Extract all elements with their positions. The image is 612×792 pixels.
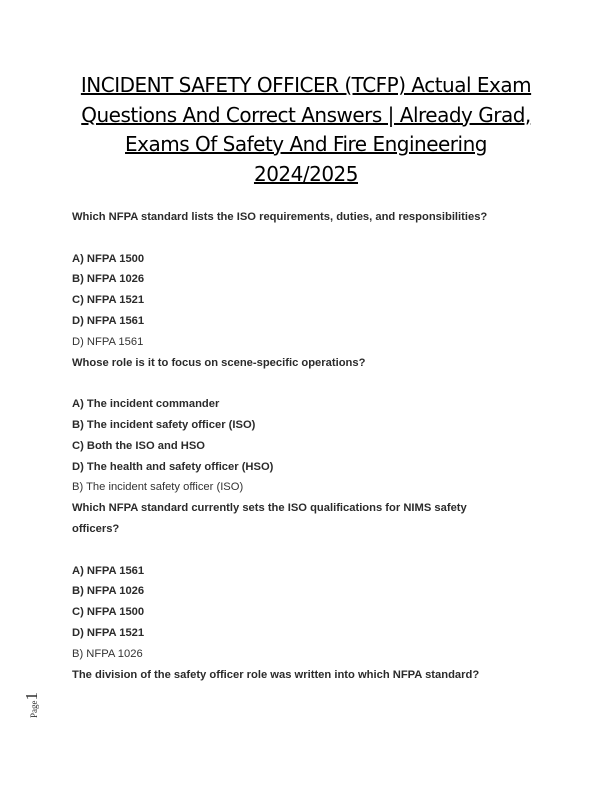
answer-option: D) The health and safety officer (HSO) <box>72 460 274 473</box>
title-line: Exams Of Safety And Fire Engineering <box>125 132 487 156</box>
spacer <box>72 373 552 394</box>
question-text: The division of the safety officer role was written into which NFPA standard? <box>72 668 480 681</box>
answer-option: A) NFPA 1561 <box>72 564 145 577</box>
answer-option: D) NFPA 1521 <box>72 626 145 639</box>
question-text: Which NFPA standard lists the ISO requirements, duties, and responsibilities? <box>72 211 488 223</box>
correct-answer: B) The incident safety officer (ISO) <box>72 481 244 494</box>
title-line: 2024/2025 <box>253 161 359 186</box>
spacer <box>72 540 552 561</box>
answer-option: B) NFPA 1026 <box>72 273 145 286</box>
answer-option: A) The incident commander <box>72 398 220 411</box>
title-line: Questions And Correct Answers | Already Grad, <box>81 102 531 127</box>
answer-option: B) NFPA 1026 <box>72 585 145 598</box>
answer-option: C) NFPA 1521 <box>72 294 145 307</box>
correct-answer: D) NFPA 1561 <box>72 335 144 348</box>
correct-answer: B) NFPA 1026 <box>72 647 143 660</box>
answer-option: B) The incident safety officer (ISO) <box>72 418 256 431</box>
answer-option: C) NFPA 1500 <box>72 606 145 619</box>
question-text: Whose role is it to focus on scene-specific operations? <box>72 356 366 369</box>
document-title <box>60 71 552 189</box>
answer-option: D) NFPA 1561 <box>72 314 145 327</box>
answer-option: C) Both the ISO and HSO <box>72 439 206 452</box>
question-list <box>72 207 552 685</box>
question-text: officers? <box>72 522 120 535</box>
page-number-label <box>22 692 56 718</box>
title-line: INCIDENT SAFETY OFFICER (TCFP) Actual Exam <box>80 73 532 97</box>
spacer <box>72 228 552 249</box>
page-word: Page <box>29 700 39 718</box>
page-number: 1 <box>22 692 41 701</box>
answer-option: A) NFPA 1500 <box>72 252 145 265</box>
question-text: Which NFPA standard currently sets the ISO qualifications for NIMS safety <box>72 502 467 515</box>
